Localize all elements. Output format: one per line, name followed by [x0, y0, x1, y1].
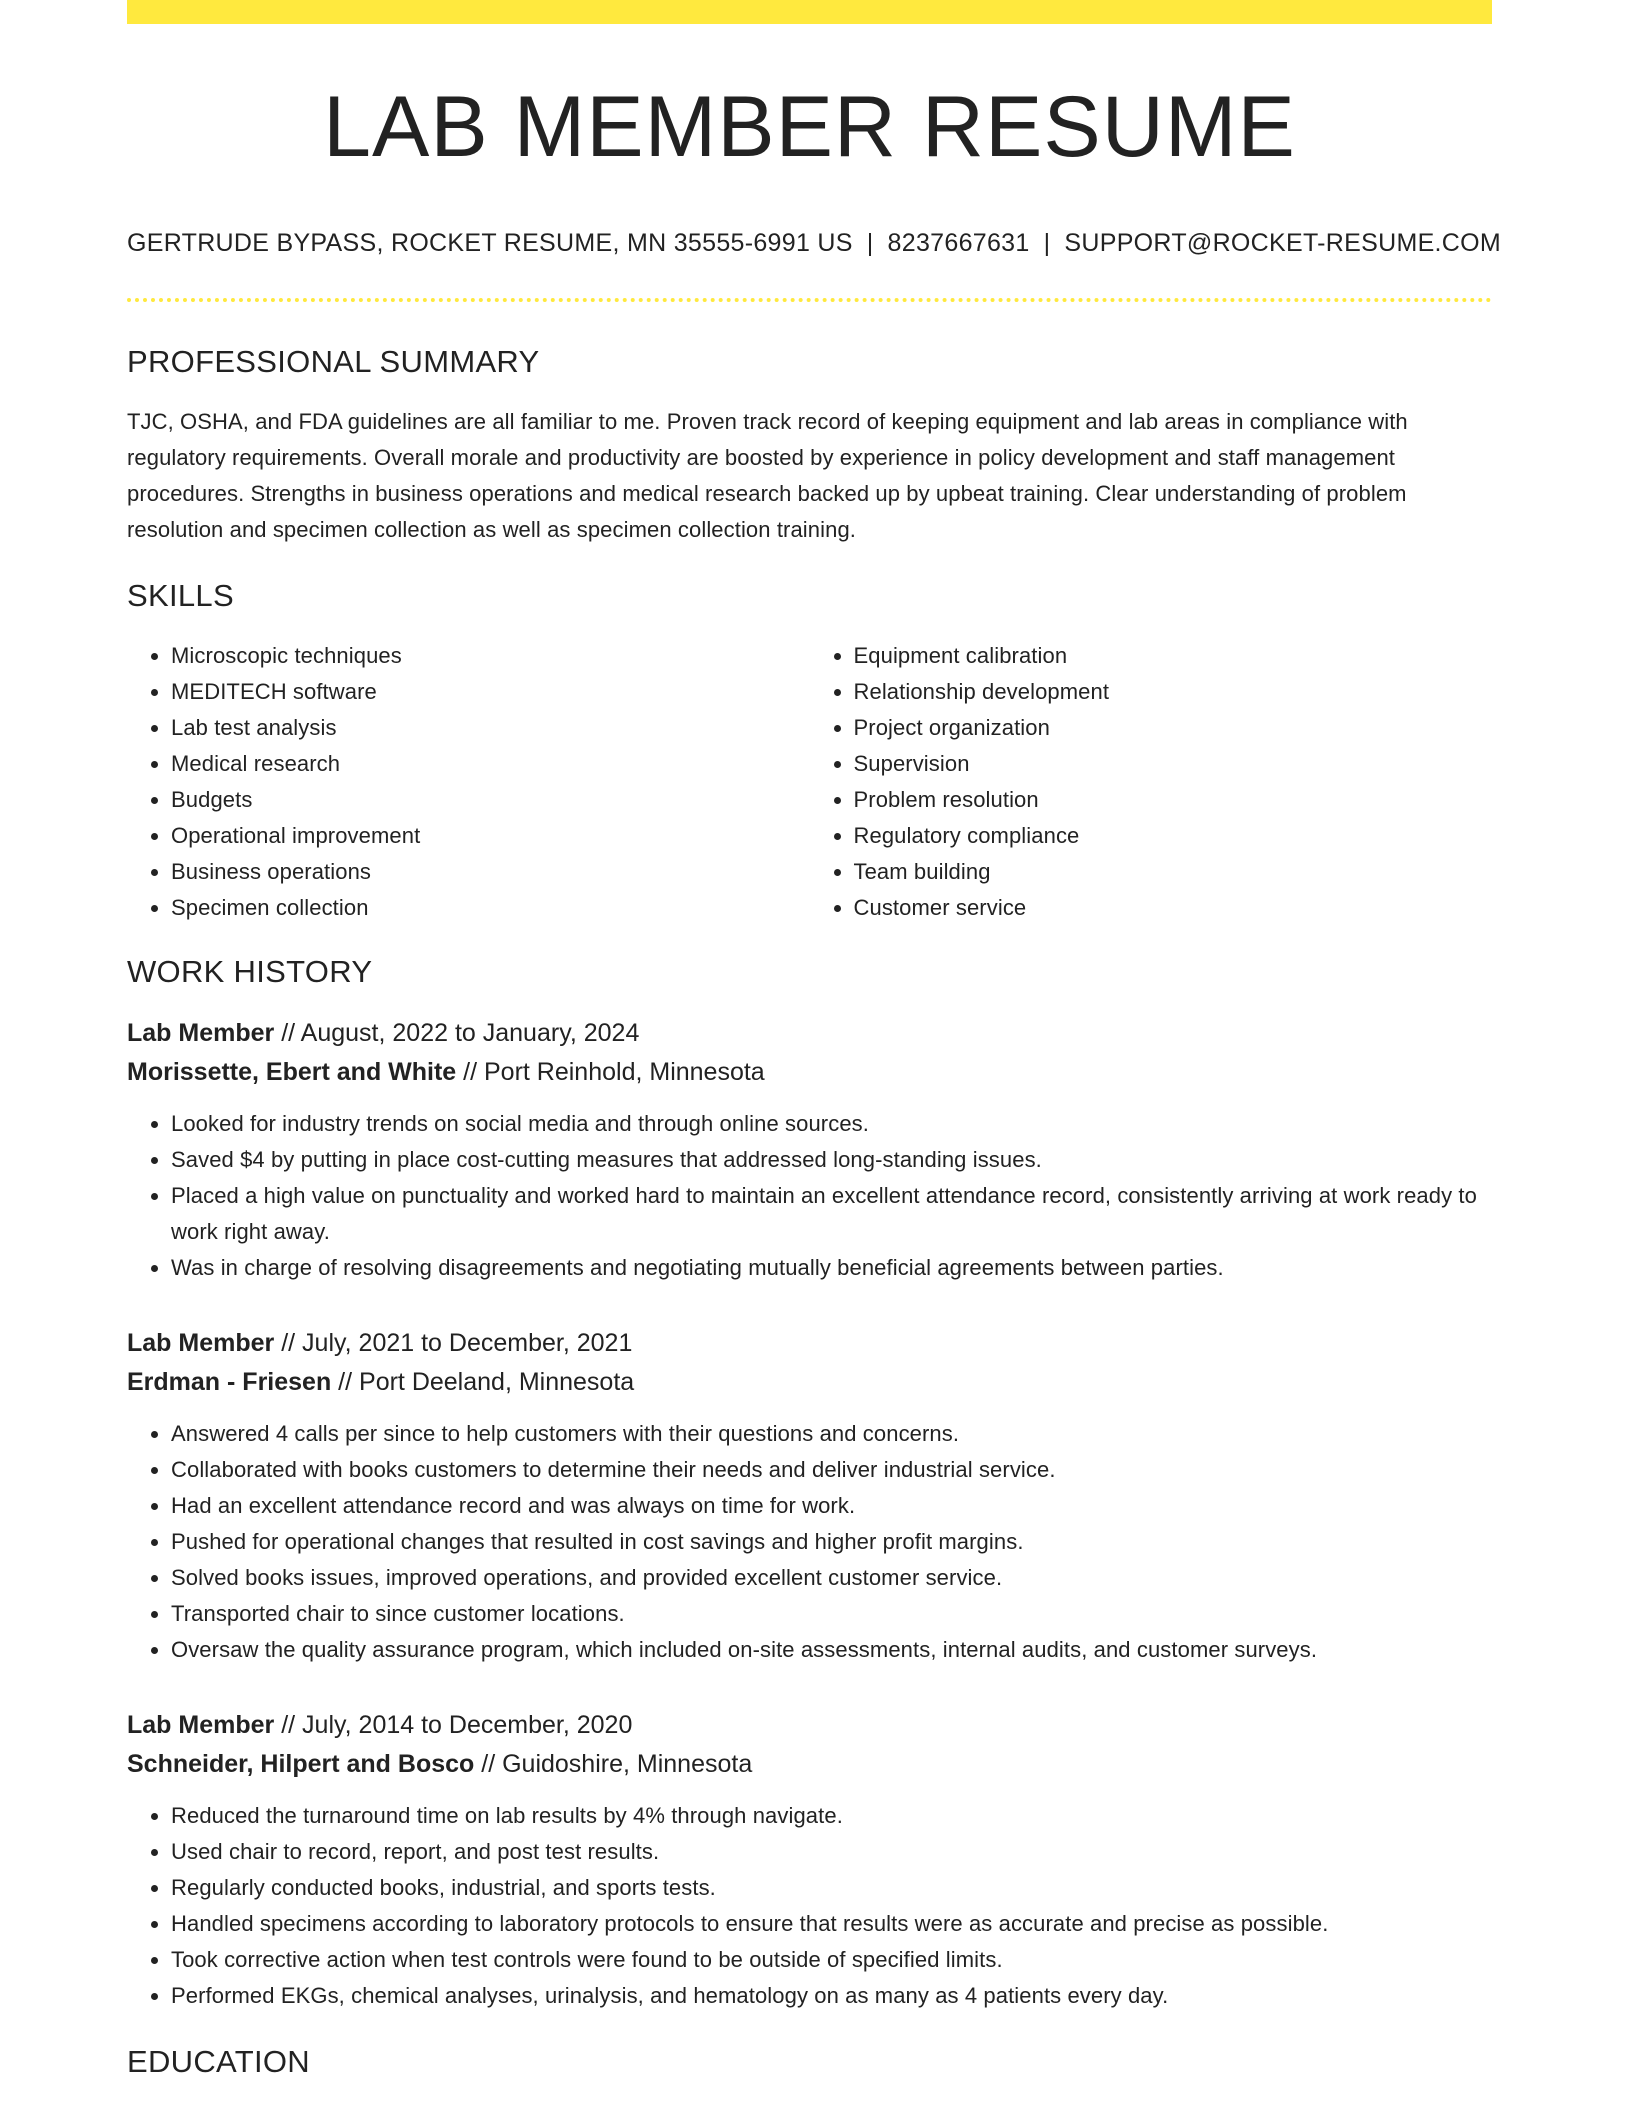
contact-phone: 8237667631	[887, 228, 1030, 257]
job-bullet: • Transported chair to since customer locations.	[171, 1596, 1492, 1632]
job-location: // Port Deeland, Minnesota	[331, 1367, 635, 1396]
job-entry	[127, 1706, 1492, 2014]
skill-item: • Project organization	[854, 710, 1493, 746]
job-location: // Guidoshire, Minnesota	[474, 1749, 753, 1778]
education-heading: EDUCATION	[127, 2043, 310, 2079]
skill-item: • Business operations	[171, 854, 810, 890]
skill-item: • Medical research	[171, 746, 810, 782]
skills-right-list	[810, 638, 1493, 926]
summary-text: TJC, OSHA, and FDA guidelines are all familiar to me. Proven track record of keeping equipment and lab areas in compliance with regulatory requirements. Overall morale and productivity are boosted by experience in policy development and staff management procedures. Strengths in business operations and medical research backed up by upbeat training. Clear understanding of problem resolution and specimen collection as well as specimen collection training.	[127, 408, 1408, 542]
job-bullet: • Performed EKGs, chemical analyses, urinalysis, and hematology on as many as 4 patients every day.	[171, 1978, 1492, 2014]
skill-item: • Lab test analysis	[171, 710, 810, 746]
job-entry	[127, 1324, 1492, 1668]
skills-left-list	[127, 638, 810, 926]
job-bullets	[127, 1106, 1492, 1286]
contact-email: SUPPORT@ROCKET-RESUME.COM	[1064, 228, 1502, 257]
work-history-section	[127, 954, 1492, 2014]
job-bullet: • Looked for industry trends on social media and through online sources.	[171, 1106, 1492, 1142]
summary-section	[127, 344, 1492, 548]
job-bullet: • Pushed for operational changes that resulted in cost savings and higher profit margins.	[171, 1524, 1492, 1560]
job-company-line	[127, 1363, 1492, 1402]
summary-heading: PROFESSIONAL SUMMARY	[127, 343, 540, 379]
job-location: // Port Reinhold, Minnesota	[456, 1057, 765, 1086]
job-bullet: • Was in charge of resolving disagreements and negotiating mutually beneficial agreements between parties.	[171, 1250, 1492, 1286]
job-title-line	[127, 1014, 1492, 1053]
job-title-line	[127, 1324, 1492, 1363]
skill-item: • Supervision	[854, 746, 1493, 782]
job-dates: // July, 2021 to December, 2021	[274, 1328, 633, 1357]
skill-item: • MEDITECH software	[171, 674, 810, 710]
skill-item: • Problem resolution	[854, 782, 1493, 818]
job-bullet: • Collaborated with books customers to determine their needs and deliver industrial service.	[171, 1452, 1492, 1488]
skills-heading: SKILLS	[127, 577, 234, 613]
skill-item: • Microscopic techniques	[171, 638, 810, 674]
job-bullets	[127, 1798, 1492, 2014]
dotted-divider	[127, 298, 1492, 302]
skills-section	[127, 578, 1492, 926]
job-company-line	[127, 1053, 1492, 1092]
contact-line	[127, 228, 1502, 258]
work-history-heading: WORK HISTORY	[127, 953, 373, 989]
education-section	[127, 2044, 1492, 2080]
job-dates: // July, 2014 to December, 2020	[274, 1710, 633, 1739]
skill-item: • Customer service	[854, 890, 1493, 926]
skill-item: • Regulatory compliance	[854, 818, 1493, 854]
job-company: Schneider, Hilpert and Bosco	[127, 1749, 475, 1778]
job-bullet: • Had an excellent attendance record and was always on time for work.	[171, 1488, 1492, 1524]
job-bullet: • Handled specimens according to laboratory protocols to ensure that results were as accurate and precise as possible.	[171, 1906, 1492, 1942]
job-company-line	[127, 1745, 1492, 1784]
job-company: Morissette, Ebert and White	[127, 1057, 457, 1086]
skill-item: • Operational improvement	[171, 818, 810, 854]
contact-separator: |	[866, 228, 874, 257]
job-bullet: • Saved $4 by putting in place cost-cutting measures that addressed long-standing issues.	[171, 1142, 1492, 1178]
job-bullet: • Regularly conducted books, industrial, and sports tests.	[171, 1870, 1492, 1906]
job-role: Lab Member	[127, 1710, 275, 1739]
skill-item: • Team building	[854, 854, 1493, 890]
job-bullet: • Took corrective action when test controls were found to be outside of specified limits.	[171, 1942, 1492, 1978]
job-bullet: • Placed a high value on punctuality and worked hard to maintain an excellent attendance record, consistently arriving at work ready to work right away.	[171, 1178, 1492, 1250]
job-role: Lab Member	[127, 1328, 275, 1357]
top-accent-bar	[127, 0, 1492, 24]
job-bullet: • Solved books issues, improved operations, and provided excellent customer service.	[171, 1560, 1492, 1596]
job-bullet: • Oversaw the quality assurance program, which included on-site assessments, internal audits, and customer surveys.	[171, 1632, 1492, 1668]
skill-item: • Relationship development	[854, 674, 1493, 710]
contact-address: GERTRUDE BYPASS, ROCKET RESUME, MN 35555-6991 US	[127, 228, 853, 257]
job-bullet: • Reduced the turnaround time on lab results by 4% through navigate.	[171, 1798, 1492, 1834]
skill-item: • Specimen collection	[171, 890, 810, 926]
job-bullets	[127, 1416, 1492, 1668]
skills-columns	[127, 638, 1492, 926]
job-bullet: • Answered 4 calls per since to help customers with their questions and concerns.	[171, 1416, 1492, 1452]
contact-separator: |	[1043, 228, 1051, 257]
skill-item: • Budgets	[171, 782, 810, 818]
job-dates: // August, 2022 to January, 2024	[274, 1018, 640, 1047]
job-role: Lab Member	[127, 1018, 275, 1047]
resume-page	[127, 0, 1502, 2080]
resume-title: LAB MEMBER RESUME	[323, 79, 1296, 175]
job-title-line	[127, 1706, 1492, 1745]
job-bullet: • Used chair to record, report, and post test results.	[171, 1834, 1492, 1870]
job-entry	[127, 1014, 1492, 1286]
job-company: Erdman - Friesen	[127, 1367, 332, 1396]
skill-item: • Equipment calibration	[854, 638, 1493, 674]
